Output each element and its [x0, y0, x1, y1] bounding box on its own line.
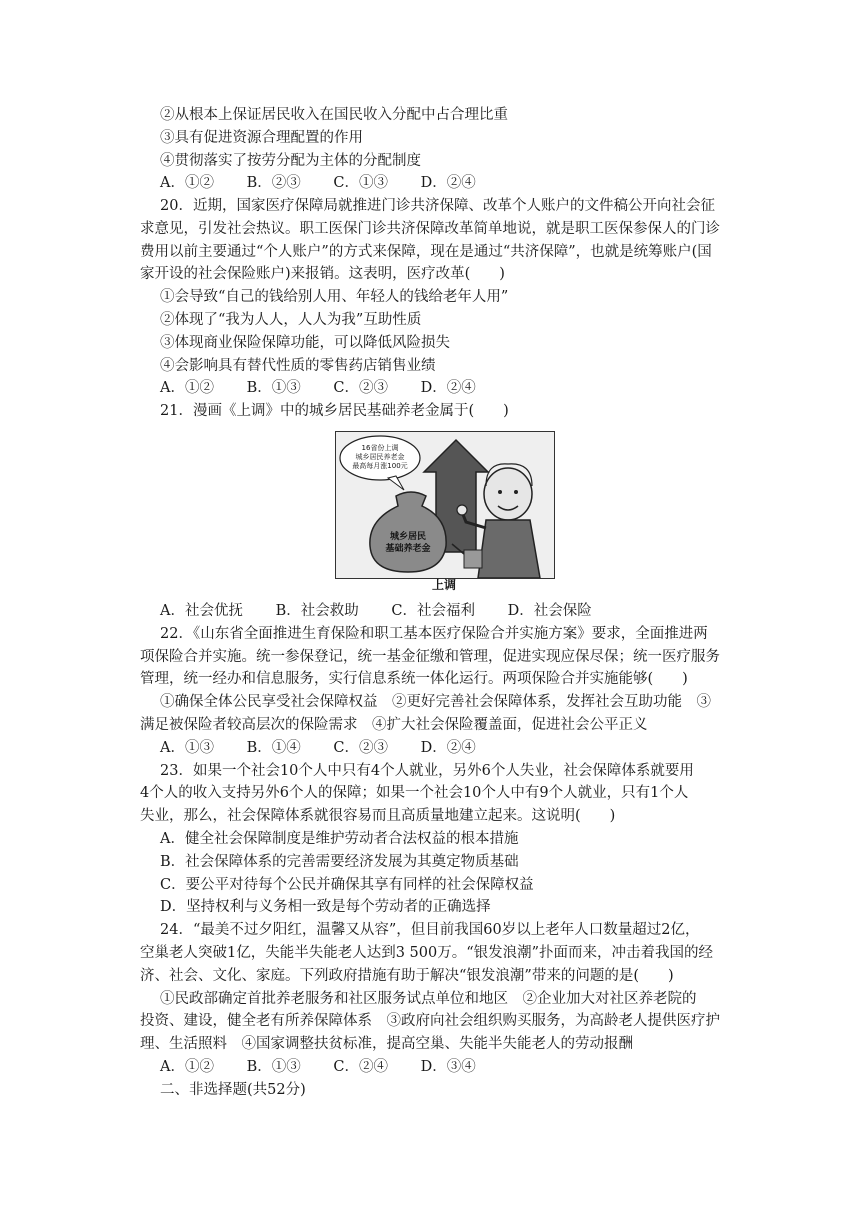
- q22-items-line: ①确保全体公民享受社会保障权益 ②更好完善社会保障体系，发挥社会互助功能 ③: [160, 694, 711, 711]
- q20-stem-line: 求意见，引发社会热议。职工医保门诊共济保障改革简单地说，就是职工医保参保人的门诊: [140, 220, 720, 237]
- q24-options: [140, 1056, 740, 1079]
- q23-stem-line: 失业，那么，社会保障体系就很容易而且高质量地建立起来。这说明( ): [140, 808, 616, 825]
- q20-item-3: ③体现商业保险保障功能，可以降低风险损失: [160, 334, 450, 351]
- cartoon-drawing: [336, 432, 554, 578]
- q21-option-c[interactable]: C．社会福利: [391, 603, 475, 619]
- q23-choice-a[interactable]: A．健全社会保障制度是维护劳动者合法权益的根本措施: [160, 830, 519, 847]
- q20-option-a[interactable]: A．①②: [160, 380, 214, 397]
- q23-choice-b[interactable]: B．社会保障体系的完善需要经济发展为其奠定物质基础: [160, 853, 519, 870]
- q22-stem-line: 项保险合并实施。统一参保登记，统一基金征缴和管理，促进实现应保尽保；统一医疗服务: [140, 648, 720, 665]
- q20-options: [140, 377, 740, 400]
- q24-option-b[interactable]: B．①③: [246, 1058, 301, 1075]
- bag-line-2: 基础养老金: [385, 544, 431, 554]
- q24-option-d[interactable]: D．③④: [420, 1058, 476, 1075]
- q19-option-a[interactable]: A．①②: [160, 175, 214, 192]
- q22-option-c[interactable]: C．②③: [333, 739, 388, 756]
- q22-options: [140, 737, 740, 760]
- q24-items-line: 投资、建设，健全老有所养保障体系 ③政府向社会组织购买服务，为高龄老人提供医疗护: [140, 1013, 720, 1030]
- q21-option-b[interactable]: B．社会救助: [275, 603, 359, 619]
- bag-line-1: 城乡居民: [389, 532, 427, 542]
- bubble-line-3: 最高每月涨100元: [352, 462, 408, 470]
- q20-option-c[interactable]: C．②③: [333, 380, 388, 397]
- q19-item-4: ④贯彻落实了按劳分配为主体的分配制度: [160, 152, 421, 169]
- q24-option-a[interactable]: A．①②: [160, 1058, 214, 1075]
- q22-stem-line: 管理，统一经办和信息服务，实行信息系统一体化运行。两项保险合并实施能够( ): [140, 671, 688, 688]
- q21-option-a[interactable]: A．社会优抚: [160, 603, 243, 619]
- questions-21-24: [140, 600, 740, 1102]
- q22-stem-line: 22．《山东省全面推进生育保险和职工基本医疗保险合并实施方案》要求，全面推进两: [160, 625, 708, 642]
- section-2-heading: 二、非选择题(共52分): [160, 1081, 306, 1098]
- q23-choice-c[interactable]: C．要公平对待每个公民并确保其享有同样的社会保障权益: [160, 876, 534, 893]
- q21-stem: 21．漫画《上调》中的城乡居民基础养老金属于( ): [160, 403, 509, 420]
- q22-items-line: 满足被保险者较高层次的保险需求 ④扩大社会保险覆盖面，促进社会公平正义: [140, 716, 648, 733]
- cartoon-image: [335, 431, 555, 579]
- q20-stem-line: 费用以前主要通过“个人账户”的方式来保障，现在是通过“共济保障”，也就是统筹账户(国: [140, 243, 712, 260]
- q20-item-1: ①会导致“自己的钱给别人用、年轻人的钱给老年人用”: [160, 289, 509, 306]
- q20-option-d[interactable]: D．②④: [420, 380, 476, 397]
- q21-options: [140, 600, 740, 623]
- q22-option-a[interactable]: A．①③: [160, 739, 214, 756]
- question-20: [140, 195, 740, 423]
- q20-item-4: ④会影响具有替代性质的零售药店销售业绩: [160, 357, 436, 374]
- bubble-line-2: 城乡居民养老金: [355, 453, 405, 461]
- q21-option-d[interactable]: D．社会保险: [507, 603, 592, 619]
- q19-option-b[interactable]: B．②③: [246, 175, 301, 192]
- old-man-head: [484, 468, 532, 520]
- q22-option-d[interactable]: D．②④: [420, 739, 476, 756]
- q20-option-b[interactable]: B．①③: [246, 380, 301, 397]
- q23-stem-line: 4个人的收入支持另外6个人的保障；如果一个社会10个人中有9个人就业，只有1个人: [140, 785, 689, 802]
- q20-item-2: ②体现了“我为人人，人人为我”互助性质: [160, 311, 422, 328]
- q19-option-c[interactable]: C．①③: [333, 175, 388, 192]
- q24-items-line: ①民政部确定首批养老服务和社区服务试点单位和地区 ②企业加大对社区养老院的: [160, 990, 697, 1007]
- q19-item-3: ③具有促进资源合理配置的作用: [160, 129, 363, 146]
- q24-items-line: 理、生活照料 ④国家调整扶贫标准，提高空巢、失能半失能老人的劳动报酬: [140, 1036, 633, 1053]
- bubble-line-1: 16省份上调: [361, 444, 399, 452]
- question-19-tail: [140, 104, 740, 195]
- watering-can-icon: [464, 550, 482, 568]
- old-man-body: [478, 520, 540, 578]
- q24-stem-line: 24．“最美不过夕阳红，温馨又从容”，但目前我国60岁以上老年人口数量超过2亿，: [160, 922, 700, 939]
- q23-choice-d[interactable]: D．坚持权利与义务相一致是每个劳动者的正确选择: [160, 899, 491, 916]
- q23-stem-line: 23．如果一个社会10个人中只有4个人就业，另外6个人失业，社会保障体系就要用: [160, 762, 694, 779]
- q24-option-c[interactable]: C．②④: [333, 1058, 388, 1075]
- q22-option-b[interactable]: B．①④: [246, 739, 301, 756]
- q19-option-d[interactable]: D．②④: [420, 175, 476, 192]
- q20-stem-line: 20．近期，国家医疗保障局就推进门诊共济保障、改革个人账户的文件稿公开向社会征: [160, 198, 715, 214]
- q20-stem-line: 家开设的社会保险账户)来报销。这表明，医疗改革( ): [140, 266, 505, 283]
- q19-options: [140, 172, 740, 195]
- q19-item-2: ②从根本上保证居民收入在国民收入分配中占合理比重: [160, 107, 508, 123]
- q24-stem-line: 济、社会、文化、家庭。下列政府措施有助于解决“银发浪潮”带来的问题的是( ): [140, 967, 674, 984]
- q24-stem-line: 空巢老人突破1亿，失能半失能老人达到3 500万。“银发浪潮”扑面而来，冲击着我国的经: [140, 944, 714, 961]
- cartoon-caption: 上调: [431, 578, 456, 592]
